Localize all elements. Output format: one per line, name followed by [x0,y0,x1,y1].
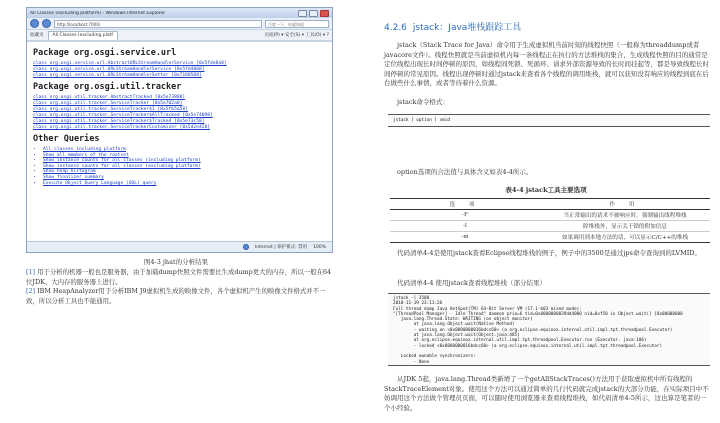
format-code: jstack [ option ] vmid [388,114,710,127]
object-id: [0x5fd4868] [174,67,205,72]
other-queries-heading: Other Queries [33,134,100,144]
toolbar-menus[interactable]: 页面(P) ▾ 安全(S) ▾ 工具(O) ▾ ? [264,33,329,38]
intro-paragraph: jstack（Stack Trace for Java）命令用于生成虚拟机当前时刻的线程快照（一般称为threaddump或者javacore文件）。线程快照就是当前虚拟机内每一条线程正在执行的方法堆栈的集合，生成线程快照的目的通常是定位线程出现长时间停顿的原因，如线程间死锁、死循环、请求外部资源导致的长时间挂起等，都是导致线程长时间停顿的常见原因。线程出现停顿时通过jstack来查看各个线程的调用堆栈，就可以获知没有响应的线程到底在后台做些什么事情，或者等待着什么资源。 [384,41,709,88]
class-link-name[interactable]: class org.osgi.service.url.AbstractURLStreamHandlerService [33,61,197,66]
option-cell: -m [390,232,540,243]
right-page [372,0,720,423]
class-link-name[interactable]: class org.osgi.service.url.URLStreamHandlerService [33,67,175,72]
close-button[interactable] [320,10,329,17]
class-link-name[interactable]: class org.osgi.util.tracker.ServiceTracker$AllTracked [33,113,183,118]
section-heading [384,20,521,33]
back-icon[interactable] [30,19,39,28]
object-id: [0x5e73888] [154,95,186,100]
class-link-name[interactable]: class org.osgi.util.tracker.AbstractTracked [33,95,155,100]
package-heading-util-tracker: Package org.osgi.util.tracker [33,82,182,92]
table-row [390,210,710,221]
globe-icon [243,244,249,250]
class-link-list [33,95,326,131]
query-link[interactable]: • All classes including platform [43,147,326,153]
tab-all-classes[interactable]: All Classes (excluding platf [48,31,118,40]
address-row [27,18,332,30]
class-link[interactable] [33,73,326,79]
query-link[interactable]: • Show heap histogram [43,169,326,175]
query-link[interactable]: • Show all members of the rootset [43,153,326,159]
options-table [390,198,710,243]
object-id: [0x5fde8a8] [196,61,227,66]
query-link[interactable]: • Execute Object Query Language (OQL) query [43,181,326,187]
class-link-name[interactable]: class org.osgi.util.tracker.ServiceTracker$1 [33,107,158,112]
option-cell: -F [390,210,540,221]
browser-titlebar [27,8,332,18]
left-page [0,0,352,423]
class-link[interactable] [33,125,326,131]
table-row [390,221,710,232]
class-link-name[interactable]: class org.osgi.service.url.URLStreamHandlerSetter [33,73,172,78]
page-content [27,41,332,241]
forward-icon[interactable] [42,19,51,28]
search-input[interactable]: 百度一下，你就知道 [265,20,329,28]
address-bar[interactable]: http://localhost:7000/ [54,20,262,28]
object-id: [0x5e702a0] [151,101,183,106]
section-title: jstack：Java堆栈跟踪工具 [412,23,522,33]
listing-code: jstack -l 3500 2010-11-19 23:11:26 Full thread dump Java HotSpot(TM) 64-Bit Server VM (17.1-b03 mixed mode): "[ThreadPool Manager] - Idle Thread" daemon prio=6 tid=0x0000000039dd4000 nid=0xf50 in Object.wait() [0x00000000 java.lang.Thread.State: WAITING (on object monitor) at java.lang.Object.wait(Native Method) - waiting on <0x0000000016bdcc60> (a org.eclipse.equinox.internal.util.impl.tpt.threadpool.Executor) at java.lang.Object.wait(Object.java:485) at org.eclipse.equinox.internal.util.impl.tpt.threadpool.Executor.run (Executor. java:106) - locked <0x0000000016bdcc60> (a org.eclipse.equinox.internal.util.impl.tpt.threadpool.Executor) Locked ownable synchronizers: - None [388,293,710,366]
listing-label: 代码清单4-4 使用jstack查看线程堆栈（部分结果） [397,279,546,287]
table-header-row [390,199,710,210]
table-row [390,232,710,243]
column-header-effect: 作 用 [540,199,710,210]
window-title: All Classes (excluding platform) - Windows Internet Explorer [30,10,166,16]
favorites-button[interactable]: 收藏夹 [30,33,44,38]
object-id: [0x7168588] [171,73,202,78]
browser-toolbar [27,30,332,41]
query-link[interactable]: • Show instance counts for all classes (including platform) [43,158,326,164]
description-cell: 当正常输出的请求不被响应时，强制输出线程堆栈 [540,210,710,221]
table-title: 表4-4 jstack工具主要选项 [505,186,587,194]
query-link[interactable]: • Show finalizer summary [43,175,326,181]
footnotes [26,268,336,306]
example-paragraph: 代码清单4-4是使用jstack查看Eclipse线程堆栈的例子，例子中的3500是通过jps命令查询到的LVMID。 [397,249,701,257]
section-number: 4.2.6 [384,23,407,33]
other-queries-list [43,147,326,186]
option-cell: -l [390,221,540,232]
maximize-button[interactable] [309,10,318,17]
query-link[interactable]: • Show instance counts for all classes (excluding platform) [43,164,326,170]
footnote-2: [2] IBM HeapAnalyzer用于分析IBM J9虚拟机生成的映像文件，各个虚拟机产生的映像文件格式并不一致，所以分析工具也不能通用。 [26,287,326,305]
class-link-name[interactable]: class org.osgi.util.tracker.ServiceTrackerCustomizer [33,125,180,130]
package-heading-service-url: Package org.osgi.service.url [33,48,177,58]
object-id: [0x5fb5a58] [157,107,188,112]
class-link-list [33,61,326,79]
class-link-name[interactable]: class org.osgi.util.tracker.ServiceTracker [33,101,152,106]
browser-screenshot [26,7,333,253]
figure-caption: 图4-3 jhat的分析结果 [143,258,209,266]
class-link-name[interactable]: class org.osgi.util.tracker.ServiceTracker$Tracked [33,119,175,124]
format-label: jstack命令格式： [397,98,449,106]
column-header-option: 选 项 [390,199,540,210]
status-zone: Internet | 保护模式: 禁用 [254,245,308,250]
zoom-level[interactable]: 100% [313,244,326,250]
minimize-button[interactable] [298,10,307,17]
status-bar [27,241,332,252]
object-id: [0x5e73c58] [174,119,205,124]
footnote-1: [1] 用于分析的机器一般也是服务器，由于加载dump快照文件需要比生成dump更大的内存，所以一般在64位JDK、大内存的服务器上进行。 [26,268,332,286]
description-cell: 如果调用到本地方法的话，可以显示C/C++的堆栈 [540,232,710,243]
option-paragraph: option选项的合法值与具体含义如表4-4所示。 [397,168,533,176]
description-cell: 除堆栈外，显示关于锁的附加信息 [540,221,710,232]
closing-paragraph: 从JDK 5起，java.lang.Thread类新增了一个getAllStackTraces()方法用于获取虚拟机中所有线程的StackTraceElement对象。使用这个方法可以通过简单的几行代码就完成jstack的大部分功能，在实际项目中不妨调用这个方法做个管理员页面，可以随时使用浏览器来查看线程堆栈，如代码清单4-5所示，这也算是笔者的一个小经验。 [384,375,709,412]
object-id: [0x5e74098] [182,113,213,118]
object-id: [0x5d2e428] [179,125,211,130]
